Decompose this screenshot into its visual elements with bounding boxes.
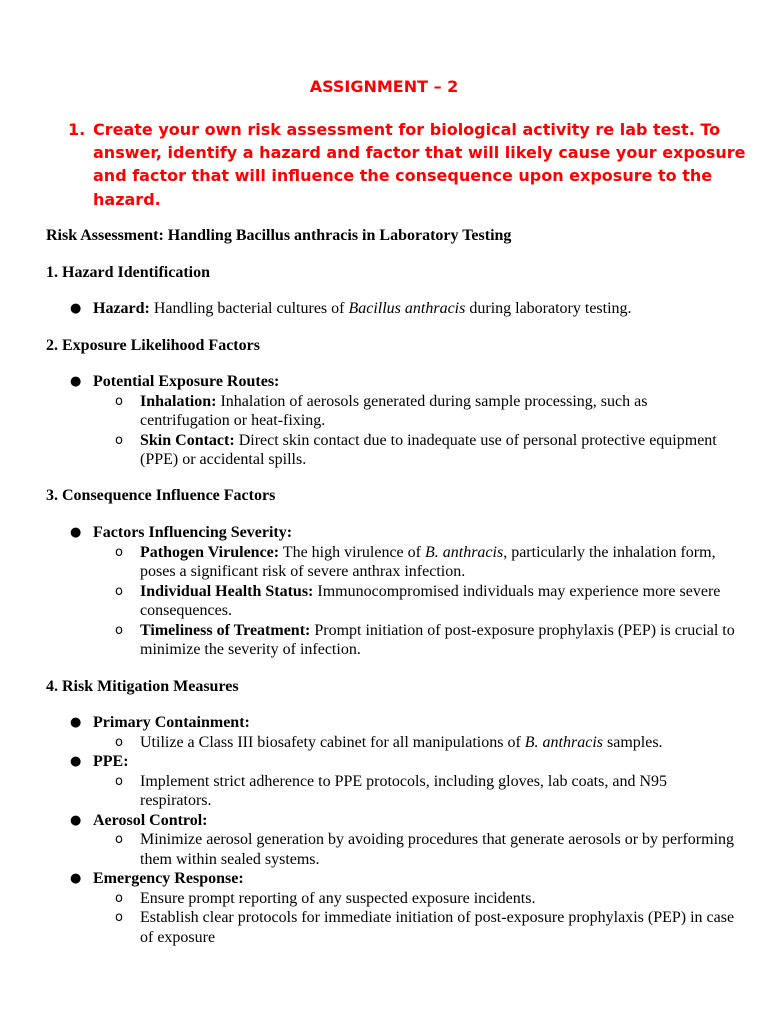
sub-bullet-icon: o — [115, 622, 123, 638]
sub-bullet-icon: o — [115, 583, 123, 599]
containment-text: Utilize a Class III biosafety cabinet for all manipulations of — [140, 733, 525, 751]
question-number: 1. — [68, 120, 86, 139]
list-item — [46, 523, 736, 660]
inhalation-label: Inhalation: — [140, 392, 217, 410]
consequence-list — [46, 523, 736, 660]
sub-bullet-icon: o — [115, 544, 123, 560]
ppe-label: PPE: — [93, 753, 129, 770]
skin-contact-label: Skin Contact: — [140, 431, 235, 449]
list-item — [46, 372, 736, 470]
severity-factors-label: Factors Influencing Severity: — [93, 524, 293, 541]
bullet-icon: ● — [70, 301, 82, 316]
sub-list-item — [93, 621, 736, 660]
containment-text-end: samples. — [603, 733, 663, 751]
virulence-text: The high virulence of — [279, 543, 425, 561]
health-status-text: Immunocompromised individuals may experience more severe consequences. — [140, 582, 721, 619]
risk-assessment-title: Risk Assessment: Handling Bacillus anthracis in Laboratory Testing — [46, 227, 512, 244]
list-item — [46, 713, 736, 752]
ppe-sublist — [93, 772, 736, 811]
severity-factors-sublist — [93, 543, 736, 660]
emergency-response-sublist — [93, 889, 736, 948]
sub-list-item — [93, 772, 736, 811]
exposure-list — [46, 372, 736, 470]
aerosol-control-label: Aerosol Control: — [93, 811, 208, 829]
inhalation-text: Inhalation of aerosols generated during sample processing, such as centrifugation or heat-fixing. — [140, 392, 648, 429]
sub-bullet-icon: o — [115, 734, 123, 750]
sub-bullet-icon: o — [115, 910, 123, 925]
sub-bullet-icon: o — [115, 393, 123, 409]
hazard-label: Hazard: — [93, 300, 150, 317]
sub-bullet-icon: o — [115, 432, 123, 448]
list-item — [46, 811, 736, 870]
list-item — [46, 869, 736, 947]
bullet-icon: ● — [70, 871, 82, 886]
sub-list-item — [93, 431, 736, 470]
sub-list-item — [93, 733, 736, 753]
hazard-list — [46, 299, 736, 319]
hazard-organism: Bacillus anthracis — [348, 300, 466, 317]
sub-bullet-icon: o — [115, 773, 123, 789]
virulence-label: Pathogen Virulence: — [140, 543, 280, 561]
skin-contact-text: Direct skin contact due to inadequate use of personal protective equipment (PPE) or accidental spills. — [140, 431, 717, 468]
bullet-icon: ● — [70, 715, 82, 730]
emergency-protocol-text: Establish clear protocols for immediate initiation of post-exposure prophylaxis (PEP) in case of exposure — [140, 909, 735, 946]
ppe-text: Implement strict adherence to PPE protocols, including gloves, lab coats, and N95 respirators. — [140, 772, 667, 809]
question-text: Create your own risk assessment for biological activity re lab test. To answer, identify a hazard and factor that will likely cause your exposure and factor that will influence the consequence upon exposure to the hazard. — [93, 120, 746, 209]
hazard-text-end: during laboratory testing. — [465, 300, 632, 317]
primary-containment-label: Primary Containment: — [93, 714, 250, 731]
emergency-reporting-text: Ensure prompt reporting of any suspected exposure incidents. — [140, 889, 536, 907]
mitigation-list — [46, 713, 736, 947]
list-item — [46, 299, 736, 319]
containment-organism: B. anthracis — [524, 733, 603, 751]
sub-list-item — [93, 889, 736, 909]
treatment-timeliness-text: Prompt initiation of post-exposure prophylaxis (PEP) is crucial to minimize the severity of infection. — [140, 621, 735, 658]
question-block — [68, 118, 748, 211]
sub-list-item — [93, 908, 736, 947]
primary-containment-sublist — [93, 733, 736, 753]
emergency-response-label: Emergency Response: — [93, 870, 244, 887]
section-heading-exposure-likelihood: 2. Exposure Likelihood Factors — [46, 336, 260, 354]
bullet-icon: ● — [70, 374, 82, 389]
sub-list-item — [93, 392, 736, 431]
sub-bullet-icon: o — [115, 890, 123, 906]
health-status-label: Individual Health Status: — [140, 582, 314, 600]
list-item — [46, 752, 736, 811]
section-heading-hazard-identification: 1. Hazard Identification — [46, 263, 210, 281]
document-body — [46, 226, 736, 947]
bullet-icon: ● — [70, 525, 82, 540]
bullet-icon: ● — [70, 754, 82, 769]
bullet-icon: ● — [70, 812, 82, 828]
virulence-text-end: , particularly the inhalation form, poses a significant risk of severe anthrax infection. — [140, 543, 716, 580]
assignment-title: ASSIGNMENT – 2 — [309, 77, 459, 96]
section-heading-consequence-influence: 3. Consequence Influence Factors — [46, 486, 276, 504]
section-heading-risk-mitigation: 4. Risk Mitigation Measures — [46, 677, 239, 695]
sub-list-item — [93, 543, 736, 582]
sub-list-item — [93, 582, 736, 621]
aerosol-control-text: Minimize aerosol generation by avoiding procedures that generate aerosols or by performing them within sealed systems. — [140, 831, 735, 868]
aerosol-control-sublist — [93, 830, 736, 869]
sub-bullet-icon: o — [115, 832, 123, 847]
treatment-timeliness-label: Timeliness of Treatment: — [140, 621, 311, 639]
hazard-text: Handling bacterial cultures of — [149, 300, 349, 317]
virulence-organism: B. anthracis — [424, 543, 504, 561]
sub-list-item — [93, 830, 736, 869]
exposure-routes-label: Potential Exposure Routes: — [93, 373, 280, 390]
exposure-routes-sublist — [93, 392, 736, 470]
